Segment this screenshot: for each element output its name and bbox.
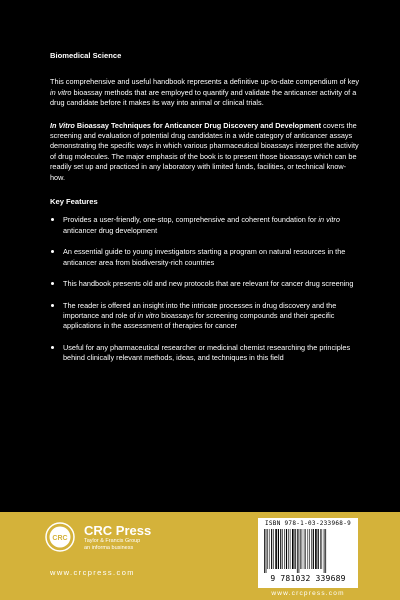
barcode-bar <box>275 529 277 569</box>
isbn-text: ISBN 978-1-03-233968-9 <box>264 520 352 527</box>
book-title-italic: In Vitro <box>50 120 75 130</box>
barcode <box>258 518 358 588</box>
barcode-bar <box>284 529 285 569</box>
book-title-bold: Bioassay Techniques for Anticancer Drug Discovery and Development <box>74 120 322 130</box>
barcode-bar <box>318 529 319 569</box>
barcode-bar <box>286 529 287 569</box>
key-feature-text-end: anticancer drug development <box>63 225 158 235</box>
barcode-bar <box>266 529 267 573</box>
barcode-bar <box>315 529 317 569</box>
crc-logo-icon <box>45 522 75 552</box>
publisher-block <box>84 524 151 552</box>
barcode-bars <box>264 529 352 573</box>
barcode-bar <box>299 529 300 573</box>
publisher-footer <box>0 512 400 600</box>
back-cover-text <box>50 51 360 375</box>
barcode-bar <box>313 529 314 569</box>
barcode-bar <box>308 529 309 569</box>
publisher-name: CRC Press <box>84 523 152 538</box>
key-features-list <box>50 215 360 363</box>
logo-text: CRC <box>52 535 68 542</box>
description-text: covers the screening and evaluation of potential drug candidates in a wide category of anticancer assays demonstrating the specific ways in which various pharmaceutical bioassays interpret the activity of drug molecules. The major emphasis of the book is to present those bioassays which can be readily set up and practiced in any laboratory with limited funds, facilities, or technical know-how. <box>50 120 359 182</box>
barcode-url: www.crcpress.com <box>271 590 345 597</box>
key-feature-text: Useful for any pharmaceutical researcher or medicinal chemist researching the principles behind clinically relevant methods, ideas, and techniques in this field <box>63 342 351 363</box>
key-feature-text: The reader is offered an insight into the intricate processes in drug discovery and the importance and role of <box>63 300 337 320</box>
barcode-bar <box>324 529 325 573</box>
key-feature-italic: in vitro <box>137 310 160 320</box>
intro-italic: in vitro <box>50 87 72 97</box>
intro-text-1: This comprehensive and useful handbook represents a definitive up-to-date compendium of key <box>50 77 360 87</box>
barcode-bar <box>304 529 305 569</box>
barcode-bar <box>292 529 294 569</box>
key-feature-text: This handbook presents old and new protocols that are relevant for cancer drug screening <box>63 279 354 289</box>
key-feature-text: An essential guide to young investigators starting a program on natural resources in the anticancer area from biodiversity-rich countries <box>63 247 346 267</box>
barcode-bar <box>295 529 296 569</box>
barcode-bar <box>305 529 306 569</box>
key-feature-item <box>50 215 360 236</box>
barcode-bar <box>278 529 279 569</box>
key-feature-text-end: bioassays for screening compounds and their specific applications in the assessment of therapies for cancer <box>63 310 335 331</box>
barcode-bar <box>288 529 289 569</box>
barcode-bar <box>311 529 312 569</box>
key-feature-italic: in vitro <box>318 215 340 225</box>
barcode-bar <box>273 529 274 569</box>
publisher-business: an informa business <box>84 545 134 551</box>
key-feature-item <box>50 301 360 332</box>
barcode-bar <box>309 529 310 569</box>
barcode-bar <box>264 529 265 573</box>
barcode-bar <box>325 529 326 573</box>
barcode-bar <box>297 529 298 573</box>
barcode-bar <box>271 529 272 569</box>
barcode-bar <box>290 529 291 569</box>
barcode-digits: 9 781032 339689 <box>270 574 346 583</box>
description-paragraph <box>50 121 360 183</box>
barcode-bar <box>300 529 301 569</box>
key-feature-item <box>50 247 360 268</box>
category-label: Biomedical Science <box>50 51 122 60</box>
intro-paragraph <box>50 77 360 108</box>
barcode-bar <box>320 529 321 569</box>
key-feature-text: Provides a user-friendly, one-stop, comprehensive and coherent foundation for <box>63 215 319 225</box>
barcode-bar <box>302 529 303 569</box>
key-features-heading: Key Features <box>50 197 98 207</box>
barcode-bar <box>322 529 323 569</box>
key-feature-item <box>50 343 360 364</box>
barcode-bar <box>280 529 281 569</box>
barcode-bar <box>282 529 283 569</box>
intro-text-2: bioassay methods that are employed to quantify and validate the anticancer activity of a drug candidate before it makes its way into animal or clinical trials. <box>50 87 357 108</box>
publisher-group: Taylor & Francis Group <box>84 538 141 544</box>
key-feature-item <box>50 279 360 289</box>
barcode-bar <box>269 529 270 569</box>
barcode-bar <box>267 529 268 569</box>
publisher-url: www.crcpress.com <box>50 568 135 577</box>
